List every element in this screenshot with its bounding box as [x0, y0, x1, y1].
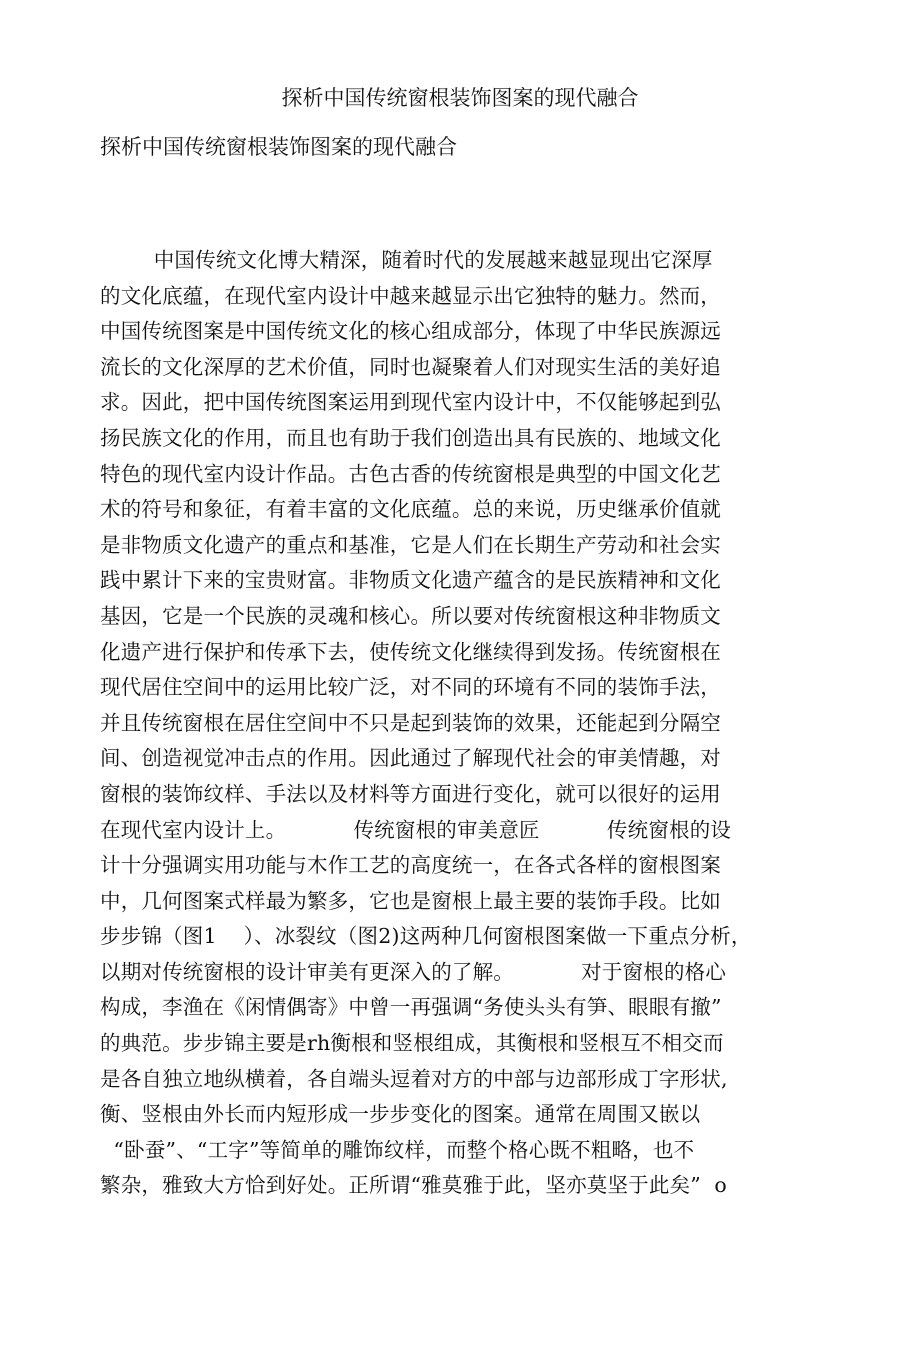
body-paragraph: [100, 243, 840, 1204]
body-line: 窗根的装饰纹样、手法以及材料等方面进行变化，就可以很好的运用: [100, 781, 721, 806]
body-line: 构成，李渔在《闲情偶寄》中曾一再强调“务使头头有笋、眼眼有撤”: [100, 995, 722, 1020]
body-line: 计十分强调实用功能与木作工艺的高度统一，在各式各样的窗根图案: [100, 853, 721, 878]
body-line: 化遗产进行保护和传承下去，使传统文化继续得到发扬。传统窗根在: [100, 639, 721, 664]
body-line: 特色的现代室内设计作品。古色古香的传统窗根是典型的中国文化艺: [100, 461, 721, 486]
body-line: 并且传统窗根在居住空间中不只是起到装饰的效果，还能起到分隔空: [100, 710, 721, 735]
document-subtitle: 探析中国传统窗根装饰图案的现代融合: [100, 135, 457, 159]
body-line: 求。因此，把中国传统图案运用到现代室内设计中，不仅能够起到弘: [100, 390, 721, 415]
body-line: 是各自独立地纵横着，各自端头逗着对方的中部与边部形成丁字形状,: [100, 1066, 728, 1091]
body-line: 现代居住空间中的运用比较广泛，对不同的环境有不同的装饰手法，: [100, 675, 721, 700]
body-line: 间、创造视觉冲击点的作用。因此通过了解现代社会的审美情趣，对: [100, 746, 721, 771]
body-line: 的文化底蕴，在现代室内设计中越来越显示出它独特的魅力。然而，: [100, 283, 721, 308]
document-title: 探析中国传统窗根装饰图案的现代融合: [281, 86, 639, 110]
body-line: 扬民族文化的作用，而且也有助于我们创造出具有民族的、地域文化: [100, 425, 721, 450]
body-line: 以期对传统窗根的设计审美有更深入的了解。 对于窗根的格心: [100, 959, 727, 984]
body-line: 是非物质文化遗产的重点和基准，它是人们在长期生产劳动和社会实: [100, 532, 721, 557]
body-line: 术的符号和象征，有着丰富的文化底蕴。总的来说，历史继承价值就: [100, 497, 721, 522]
body-line: 基因，它是一个民族的灵魂和核心。所以要对传统窗根这种非物质文: [100, 603, 721, 628]
body-line: 繁杂，雅致大方恰到好处。正所谓“雅莫雅于此，坚亦莫坚于此矣” o: [100, 1173, 727, 1198]
body-line: “卧蚕”、“工字”等简单的雕饰纹样，而整个格心既不粗略，也不: [100, 1137, 695, 1162]
body-line: 步步锦（图1 ）、冰裂纹（图2)这两种几何窗根图案做一下重点分析，: [100, 924, 752, 949]
body-line: 中国传统文化博大精深，随着时代的发展越来越显现出它深厚: [100, 248, 713, 272]
body-line: 中国传统图案是中国传统文化的核心组成部分，体现了中华民族源远: [100, 319, 721, 344]
body-line: 践中累计下来的宝贵财富。非物质文化遗产蕴含的是民族精神和文化: [100, 568, 721, 593]
body-line: 流长的文化深厚的艺术价值，同时也凝聚着人们对现实生活的美好追: [100, 354, 721, 379]
body-line: 的典范。步步锦主要是rh衡根和竖根组成，其衡根和竖根互不相交而: [100, 1031, 724, 1056]
body-line: 中，几何图案式样最为繁多，它也是窗根上最主要的装饰手段。比如: [100, 888, 721, 913]
body-line: 在现代室内设计上。 传统窗根的审美意匠 传统窗根的设: [100, 817, 732, 842]
body-line: 衡、竖根由外长而内短形成一步步变化的图案。通常在周围又嵌以: [100, 1102, 701, 1127]
